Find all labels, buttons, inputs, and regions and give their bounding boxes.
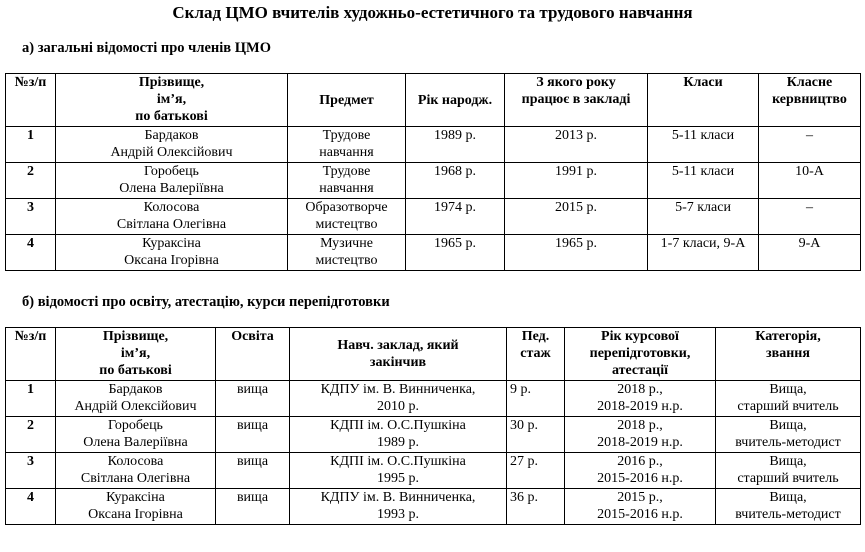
cell-number: 4 <box>6 489 56 525</box>
cell-class-leadership: – <box>759 199 861 235</box>
cell-category: Вища, вчитель-методист <box>716 489 861 525</box>
cell-number: 4 <box>6 235 56 271</box>
cell-classes: 5-11 класи <box>648 163 759 199</box>
cell-education: вища <box>216 417 290 453</box>
cell-class-leadership: 10-А <box>759 163 861 199</box>
col-header-birth-year: Рік народж. <box>406 74 505 127</box>
col-header-institution: Навч. заклад, який закінчив <box>290 328 507 381</box>
cell-retraining-year: 2018 р., 2018-2019 н.р. <box>565 381 716 417</box>
col-header-education: Освіта <box>216 328 290 381</box>
cell-education: вища <box>216 453 290 489</box>
col-header-retraining-year: Рік курсової перепідготовки, атестації <box>565 328 716 381</box>
cell-full-name: Бардаков Андрій Олексійович <box>56 127 288 163</box>
cell-class-leadership: 9-А <box>759 235 861 271</box>
table-row <box>6 199 861 235</box>
cell-work-since: 1965 р. <box>505 235 648 271</box>
cell-number: 1 <box>6 381 56 417</box>
table-row <box>6 417 861 453</box>
cell-subject: Музичне мистецтво <box>288 235 406 271</box>
members-general-table <box>5 73 861 271</box>
education-attestation-table <box>5 327 861 525</box>
cell-institution: КДПУ ім. В. Винниченка, 1993 р. <box>290 489 507 525</box>
cell-institution: КДПІ ім. О.С.Пушкіна 1995 р. <box>290 453 507 489</box>
table-row <box>6 127 861 163</box>
col-header-number: №з/п <box>6 328 56 381</box>
cell-number: 1 <box>6 127 56 163</box>
cell-full-name: Бардаков Андрій Олексійович <box>56 381 216 417</box>
cell-institution: КДПУ ім. В. Винниченка, 2010 р. <box>290 381 507 417</box>
cell-retraining-year: 2015 р., 2015-2016 н.р. <box>565 489 716 525</box>
cell-class-leadership: – <box>759 127 861 163</box>
col-header-class-leadership: Класне кервництво <box>759 74 861 127</box>
cell-full-name: Горобець Олена Валеріївна <box>56 417 216 453</box>
cell-teaching-experience: 27 р. <box>507 453 565 489</box>
col-header-full-name: Прізвище, ім’я, по батькові <box>56 328 216 381</box>
col-header-subject: Предмет <box>288 74 406 127</box>
cell-category: Вища, вчитель-методист <box>716 417 861 453</box>
page-title: Склад ЦМО вчителів художньо-естетичного та трудового навчання <box>172 3 693 22</box>
cell-classes: 5-11 класи <box>648 127 759 163</box>
cell-work-since: 2013 р. <box>505 127 648 163</box>
cell-category: Вища, старший вчитель <box>716 453 861 489</box>
table-row <box>6 381 861 417</box>
cell-work-since: 2015 р. <box>505 199 648 235</box>
col-header-category: Категорія, звання <box>716 328 861 381</box>
col-header-full-name: Прізвище, ім’я, по батькові <box>56 74 288 127</box>
cell-education: вища <box>216 489 290 525</box>
cell-number: 2 <box>6 417 56 453</box>
cell-institution: КДПІ ім. О.С.Пушкіна 1989 р. <box>290 417 507 453</box>
cell-retraining-year: 2016 р., 2015-2016 н.р. <box>565 453 716 489</box>
section-b-heading: б) відомості про освіту, атестацію, курси перепідготовки <box>22 294 390 310</box>
cell-classes: 5-7 класи <box>648 199 759 235</box>
cell-number: 3 <box>6 199 56 235</box>
cell-full-name: Горобець Олена Валеріївна <box>56 163 288 199</box>
cell-number: 2 <box>6 163 56 199</box>
cell-teaching-experience: 9 р. <box>507 381 565 417</box>
col-header-work-since: З якого року працює в закладі <box>505 74 648 127</box>
col-header-teaching-experience: Пед. стаж <box>507 328 565 381</box>
cell-full-name: Кураксіна Оксана Ігорівна <box>56 489 216 525</box>
col-header-number: №з/п <box>6 74 56 127</box>
table-header-row <box>6 74 861 127</box>
cell-category: Вища, старший вчитель <box>716 381 861 417</box>
cell-retraining-year: 2018 р., 2018-2019 н.р. <box>565 417 716 453</box>
cell-birth-year: 1968 р. <box>406 163 505 199</box>
table-row <box>6 163 861 199</box>
cell-work-since: 1991 р. <box>505 163 648 199</box>
cell-subject: Образотворче мистецтво <box>288 199 406 235</box>
cell-birth-year: 1974 р. <box>406 199 505 235</box>
cell-birth-year: 1965 р. <box>406 235 505 271</box>
col-header-classes: Класи <box>648 74 759 127</box>
cell-classes: 1-7 класи, 9-А <box>648 235 759 271</box>
cell-number: 3 <box>6 453 56 489</box>
cell-full-name: Колосова Світлана Олегівна <box>56 453 216 489</box>
table-row <box>6 235 861 271</box>
cell-subject: Трудове навчання <box>288 163 406 199</box>
cell-teaching-experience: 36 р. <box>507 489 565 525</box>
cell-education: вища <box>216 381 290 417</box>
cell-full-name: Кураксіна Оксана Ігорівна <box>56 235 288 271</box>
cell-teaching-experience: 30 р. <box>507 417 565 453</box>
section-a-heading: а) загальні відомості про членів ЦМО <box>22 40 271 56</box>
cell-subject: Трудове навчання <box>288 127 406 163</box>
cell-birth-year: 1989 р. <box>406 127 505 163</box>
table-row <box>6 453 861 489</box>
table-header-row <box>6 328 861 381</box>
table-row <box>6 489 861 525</box>
cell-full-name: Колосова Світлана Олегівна <box>56 199 288 235</box>
